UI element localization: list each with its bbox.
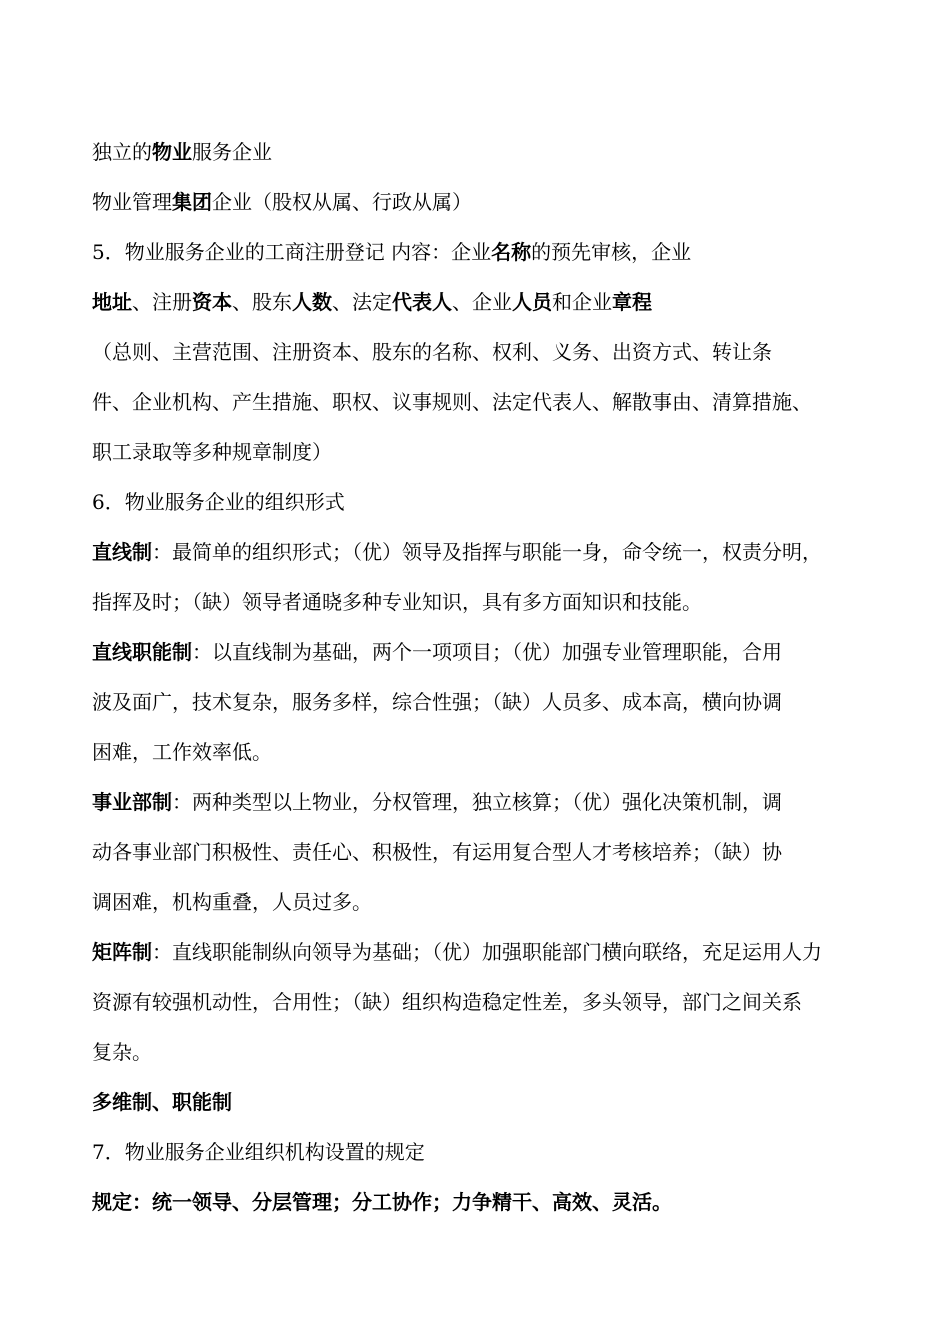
text-line bbox=[92, 940, 882, 964]
text-line bbox=[92, 290, 882, 314]
text-span: 5．物业服务企业的工商注册登记 内容：企业 bbox=[92, 240, 492, 264]
text-span: 波及面广，技术复杂，服务多样，综合性强；（缺）人员多、成本高，横向协调 bbox=[92, 690, 782, 714]
text-span: 件、企业机构、产生措施、职权、议事规则、法定代表人、解散事由、清算措施、 bbox=[92, 390, 812, 414]
text-line bbox=[92, 1040, 882, 1064]
text-span: 独立的 bbox=[92, 140, 152, 164]
text-span: 、企业 bbox=[452, 290, 512, 314]
text-span: 、股东 bbox=[232, 290, 292, 314]
text-span: 7．物业服务企业组织机构设置的规定 bbox=[92, 1140, 425, 1164]
text-line bbox=[92, 490, 882, 514]
bold-term: 规定：统一领导、分层管理；分工协作；力争精干、高效、灵活。 bbox=[92, 1190, 672, 1214]
text-span: 、法定 bbox=[332, 290, 392, 314]
bold-term: 事业部制 bbox=[92, 790, 172, 814]
bold-term: 多维制、职能制 bbox=[92, 1090, 232, 1114]
text-line bbox=[92, 540, 882, 564]
text-span: 企业（股权从属、行政从属） bbox=[212, 190, 472, 214]
bold-term: 集团 bbox=[172, 190, 212, 214]
text-span: ：最简单的组织形式；（优）领导及指挥与职能一身，命令统一，权责分明， bbox=[152, 540, 822, 564]
bold-term: 地址 bbox=[92, 290, 132, 314]
text-span: 和企业 bbox=[552, 290, 612, 314]
text-line bbox=[92, 1140, 882, 1164]
bold-term: 资本 bbox=[192, 290, 232, 314]
bold-term: 人数 bbox=[292, 290, 332, 314]
text-line bbox=[92, 590, 882, 614]
text-line bbox=[92, 990, 882, 1014]
text-line bbox=[92, 390, 882, 414]
bold-term: 直线制 bbox=[92, 540, 152, 564]
text-span: 的预先审核，企业 bbox=[531, 240, 692, 264]
text-span: 、注册 bbox=[132, 290, 192, 314]
bold-term: 人员 bbox=[512, 290, 552, 314]
text-span: ：两种类型以上物业，分权管理，独立核算；（优）强化决策机制，调 bbox=[172, 790, 782, 814]
text-span: 复杂。 bbox=[92, 1040, 152, 1064]
text-span: ：以直线制为基础，两个一项项目；（优）加强专业管理职能，合用 bbox=[192, 640, 782, 664]
text-span: 调困难，机构重叠，人员过多。 bbox=[92, 890, 372, 914]
bold-term: 直线职能制 bbox=[92, 640, 192, 664]
text-line bbox=[92, 1190, 882, 1214]
text-line bbox=[92, 690, 882, 714]
text-span: 物业管理 bbox=[92, 190, 172, 214]
text-span: 6．物业服务企业的组织形式 bbox=[92, 490, 345, 514]
text-line bbox=[92, 190, 882, 214]
bold-term: 物业 bbox=[152, 140, 192, 164]
text-line bbox=[92, 340, 882, 364]
text-span: 指挥及时；（缺）领导者通晓多种专业知识，具有多方面知识和技能。 bbox=[92, 590, 702, 614]
text-span: 职工录取等多种规章制度） bbox=[92, 440, 332, 464]
text-span: （总则、主营范围、注册资本、股东的名称、权利、义务、出资方式、转让条 bbox=[92, 340, 772, 364]
text-line bbox=[92, 140, 882, 164]
text-line bbox=[92, 240, 882, 264]
text-span: 服务企业 bbox=[192, 140, 272, 164]
text-line bbox=[92, 840, 882, 864]
bold-term: 名称 bbox=[491, 240, 532, 264]
bold-term: 矩阵制 bbox=[92, 940, 152, 964]
text-line bbox=[92, 790, 882, 814]
text-span: 动各事业部门积极性、责任心、积极性，有运用复合型人才考核培养；（缺）协 bbox=[92, 840, 782, 864]
text-line bbox=[92, 890, 882, 914]
text-line bbox=[92, 640, 882, 664]
bold-term: 代表人 bbox=[392, 290, 452, 314]
bold-term: 章程 bbox=[612, 290, 652, 314]
text-span: ：直线职能制纵向领导为基础；（优）加强职能部门横向联络，充足运用人力 bbox=[152, 940, 822, 964]
text-line bbox=[92, 1090, 882, 1114]
text-line bbox=[92, 440, 882, 464]
text-span: 资源有较强机动性，合用性；（缺）组织构造稳定性差，多头领导，部门之间关系 bbox=[92, 990, 802, 1014]
text-span: 困难，工作效率低。 bbox=[92, 740, 272, 764]
text-line bbox=[92, 740, 882, 764]
